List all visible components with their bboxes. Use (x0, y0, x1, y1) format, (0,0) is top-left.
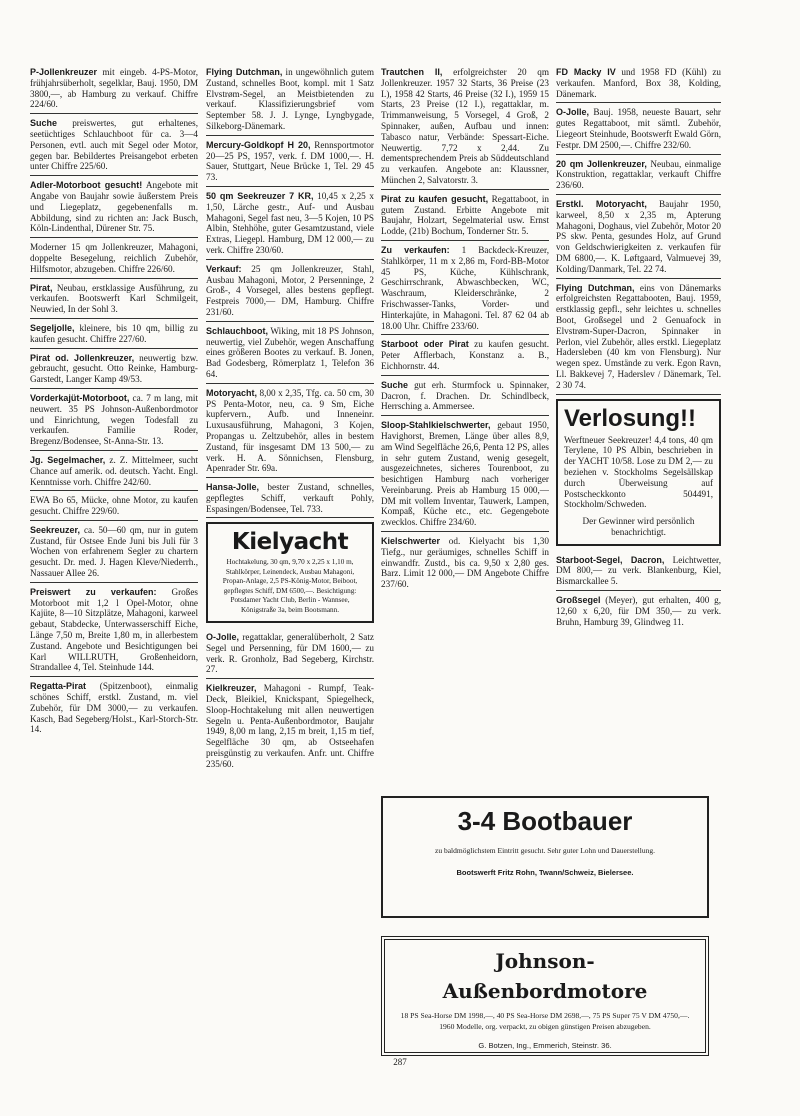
classified-ad (206, 631, 374, 679)
ad-body: eins von Dänemarks erfolgreichsten Regattabooten, Bauj. 1959, erstklassig gepfl., sehr leichtes u. schnelles Boot, Großsegel und 2 Genuafock in Elvstrøm-Super-Dacron, Spinnaker in Perlon, viel Zubehör, alles erstkl. Liegeplatz Hadersleben (40 km von Flensburg). Nur wegen spez. Umstände zu verk. Egon Ravn, Ll. Bakkevej 7, Haderslev / Dänemark, Tel. 2 30 74. (556, 282, 721, 390)
ad-headline: Starboot oder Pirat (381, 339, 469, 350)
ad-body: erfolgreichster 20 qm Jollenkreuzer. 1957 32 Starts, 36 Preise (23 I.), 1958 42 Starts, 46 Preise (32 I.), 1959 15 Starts, 23 Preise (12 I.), regattaklar, m. Trimmanweisung, 5 Vorsegel, 4 Groß, 2 Spinnaker, außen, Aufbau und innen: Tabasco natur, Verbände: Spessart-Eiche. Neuwertig. 7,72 x 2,44. Zu dementsprechendem Preis ab Süddeutschland zu verkaufen. Angebote an: Klaussner, München 2, Salvatorstr. 3. (381, 67, 549, 185)
ad-headline: Suche (30, 118, 58, 129)
classified-ad (30, 282, 198, 319)
ad-body: EWA Bo 65, Mücke, ohne Motor, zu kaufen gesucht. Chiffre 229/60. (30, 495, 198, 517)
ad-body: ca. 7 m lang, mit neuwert. 35 PS Johnson-Außenbordmotor und Einrichtung, wegen Todesfall zu verkaufen. Familie Roder, Bregenz/Bodensee, St-Anna-Str. 13. (30, 392, 198, 447)
column-4 (556, 66, 721, 633)
ad-verlosung (556, 399, 721, 546)
bootbauer-text: zu baldmöglichstem Eintritt gesucht. Sehr guter Lohn und Dauerstellung. (435, 846, 655, 855)
ad-body: zu kaufen gesucht. Peter Afflerbach, Konstanz a. B., Eichhornstr. 44. (381, 339, 550, 371)
classified-ad (206, 481, 374, 518)
page-number: 287 (393, 1057, 407, 1067)
ad-headline: FD Macky IV (556, 67, 616, 77)
classified-ad (556, 106, 721, 154)
ad-headline: Schlauchboot, (206, 325, 269, 336)
ad-body: od. Kielyacht bis 1,30 Tiefg., nur geräumiges, schnelles Schiff in einwandfr. Zustd., bis ca. 9,50 x 2,80 ges. Barz. Limit 12 000,— DM Angebote Chiffre 237/60. (381, 536, 549, 590)
column-1 (30, 66, 198, 741)
classified-ad (206, 139, 374, 187)
ad-body: Rennsportmotor 20—25 PS, 1957, verk. f. DM 1000,—. H. Sauer, Stuttgart, Neue Brücke 1, Tel. 29 45 73. (206, 139, 374, 183)
ad-body: gebaut 1950, Havighorst, Bremen, Länge über alles 8,9, am Wind Segelfläche 26,6, Penta 12 PS, alles in sehr gutem Zustand, wenig gesegelt, ausgezeichnetes, sicheres Tourenboot, zu besichtigen Hamburg nach vorheriger Vereinbarung. Preis ab Hamburg 15 000,— DM mit vollem Inventar, Tauwerk, Lampen, Kompaß, Küche etc., etc. Gegengebote zwecklos. Chiffre 234/60. (381, 420, 549, 528)
classified-ad (556, 66, 721, 103)
johnson-contact: G. Botzen, Ing., Emmerich, Steinstr. 36. (478, 1041, 612, 1050)
ad-body: Bauj. 1958, neueste Bauart, sehr gutes Regattaboot, mit sämtl. Zubehör, Liegeort Steinhude, Bootswerft Ewald Görn, Festpr. DM 2500,—. Chiffre 232/60. (556, 107, 721, 150)
ad-headline: Starboot-Segel, Dacron, (556, 554, 665, 565)
classified-ad (381, 338, 549, 375)
ad-headline: Kielschwerter (381, 536, 441, 547)
ad-headline: Kielkreuzer, (206, 683, 257, 694)
ad-headline: Vorderkajüt-Motorboot, (30, 392, 130, 403)
classified-ad (30, 179, 198, 238)
classified-ad (30, 241, 198, 278)
ad-headline: Verkauf: (206, 263, 242, 274)
ad-headline: Jg. Segelmacher, (30, 454, 106, 465)
ad-headline: Preiswert zu verkaufen: (30, 586, 157, 597)
classified-ad (30, 586, 198, 677)
ad-headline: Regatta-Pirat (30, 681, 87, 692)
ad-body: mit eingeb. 4-PS-Motor, frühjahrsüberholt, segelklar, Bauj. 1950, DM 3800,—, ab Hamburg zu verkauf. Chiffre 224/60. (30, 67, 198, 110)
ad-headline: Zu verkaufen: (381, 244, 450, 255)
ad-body: preiswertes, gut erhaltenes, seetüchtiges Schlauchboot für ca. 3—4 Personen, evtl. auch mit Segel oder Motor, gegen bar. Bebildertes Preisangebot erbeten unter Chiffre 225/60. (30, 118, 198, 172)
ad-headline: Sloop-Stahlkielschwerter, (381, 420, 491, 431)
ad-headline: Seekreuzer, (30, 524, 81, 535)
column-2 (206, 66, 374, 775)
box-ad-text: Werftneuer Seekreuzer! 4,4 tons, 40 qm Terylene, 10 PS Albin, beschrieben in der YACHT 10/58. Lose zu DM 2,— zu beziehen v. Stockholms Segelsällskap durch Überweisung auf Postscheckkonto 504491, Stockholm/Schweden. (564, 434, 713, 510)
ad-headline: Pirat, (30, 282, 53, 293)
ad-headline: Suche (381, 379, 409, 390)
classified-ad (381, 535, 549, 593)
classified-ad (206, 263, 374, 322)
classified-ad (30, 494, 198, 521)
ad-body: gut erh. Sturmfock u. Spinnaker, Dacron, f. Drachen. Dr. Schindlbeck, Herrsching a. Ammersee. (381, 379, 549, 412)
ad-body: Wiking, mit 18 PS Johnson, neuwertig, viel Zubehör, wegen Anschaffung eines größeren Bootes zu verkauf. B. Jonen, Bad Godesberg, Römerplatz 1, Telefon 36 64. (206, 325, 374, 379)
classified-ad (206, 682, 374, 772)
column-3 (381, 66, 549, 596)
classified-ad (556, 554, 721, 591)
ad-body: kleinere, bis 10 qm, billig zu kaufen gesucht. Chiffre 227/60. (30, 322, 198, 344)
johnson-text: 18 PS Sea-Horse DM 1998,—, 40 PS Sea-Horse DM 2698,—, 75 PS Super 75 V DM 4750,—. 1960 Modelle, org. verpackt, zu obigen günstigen Preisen abzugeben. (400, 1011, 690, 1031)
ad-body: Moderner 15 qm Jollenkreuzer, Mahagoni, doppelte Besegelung, reichlich Zubehör, Hilfsmotor, abzugeben. Chiffre 226/60. (30, 242, 198, 274)
ad-kielyacht (206, 522, 374, 622)
ad-body: Mahagoni - Rumpf, Teak-Deck, Bleikiel, Knickspant, Spiegelheck, Sloop-Hochtakelung mit allen neuwertigen Segeln u. Penta-Außenbordmotor, Baujahr 1949, 8,00 m lang, 2,15 m breit, 1,15 m tief, Segelfläche 30 qm, ab Ostseehafen preisgünstig zu verkaufen. Anfr. unt. Chiffre 235/60. (206, 683, 374, 769)
classified-ad (206, 325, 374, 384)
ad-body: 8,00 x 2,35, Tfg. ca. 50 cm, 30 PS Penta-Motor, neu, ca. 9 Sm, Eiche kupfervern., Aufb. und Inneneinr. Luxusausführung, Mahagoni, 3 Kojen, Propangas u. Zeltzubehör, alles in bestem Zustand, für insgesamt DM 13 500,— zu verk. H. A. Sönnichsen, Flensburg, Apenrader Str. 69a. (206, 387, 374, 474)
classified-ad (556, 198, 721, 279)
ad-headline: Flying Dutchman, (206, 67, 283, 77)
ad-headline: Flying Dutchman, (556, 282, 635, 293)
classified-ad (556, 282, 721, 395)
classified-ad (30, 322, 198, 349)
classified-ad (30, 680, 198, 738)
ad-body: Neubau, einmalige Konstruktion, regattaklar, verkauft Chiffre 236/60. (556, 158, 721, 191)
ad-body: 25 qm Jollenkreuzer, Stahl, Ausbau Mahagoni, Motor, 2 Persenninge, 2 Groß-, 4 Vorsegel, alles bestens gepflegt. Festpreis 7000,— DM, Hamburg. Chiffre 231/60. (206, 263, 374, 317)
classified-ad (206, 387, 374, 478)
classified-ad (30, 454, 198, 491)
ad-headline: Hansa-Jolle, (206, 482, 260, 493)
ad-headline: 20 qm Jollenkreuzer, (556, 158, 647, 169)
ad-johnson (381, 936, 709, 1056)
ad-body: Großes Motorboot mit 1,2 l Opel-Motor, ohne Kajüte, 8—10 Sitzplätze, Mahagoni, karweel gebaut, Stabdecke, Unterwasserschiff Eiche, Länge 7,50 m, Breite 1,80 m, in allerbestem Zustand. Angebote und Besichtigungen bei Karl WILLRUTH, Großenheidorn, Strandallee 4, Tel. Steinhude 144. (30, 586, 198, 673)
ad-headline: O-Jolle, (556, 107, 590, 118)
ad-body: (Spitzenboot), einmalig schönes Schiff, erstkl. Zustand, m. viel Zubehör, für DM 3000,— zu verkaufen. Kasch, Bad Segeberg/Holst., Karl-Storch-Str. 14. (30, 681, 198, 735)
ad-headline: Pirat od. Jollenkreuzer, (30, 352, 135, 363)
ad-body: 1 Backdeck-Kreuzer, Stahlkörper, 11 m x 2,86 m, Ford-BB-Motor 45 PS, Küche, Kühlschrank, Geschirrschrank, Abwaschbecken, WC, Waschraum, Kleiderschränke, 2 Frischwasser-Tanks, Vorder- und Hinterkajüte, in Mahagoni. Tel. 87 62 04 ab 18.00 Uhr. Chiffre 233/60. (381, 244, 549, 331)
classified-ad (381, 379, 549, 416)
ad-headline: O-Jolle, (206, 631, 240, 642)
classified-ad (206, 190, 374, 260)
ad-body: bester Zustand, schnelles, gepflegtes Schiff, verkauft Pohly, Espasingen/Bodensee, Tel. 733. (206, 482, 374, 514)
ad-body: Leichtwetter, DM 800,— zu verk. Blankenburg, Kiel, Bismarckallee 5. (556, 554, 721, 587)
classified-ad (30, 392, 198, 451)
ad-headline: Motoryacht, (206, 387, 258, 398)
classified-ad (381, 193, 549, 241)
ad-headline: Erstkl. Motoryacht, (556, 198, 647, 209)
ad-headline: 50 qm Seekreuzer 7 KR, (206, 190, 314, 201)
classified-ad (30, 117, 198, 176)
classified-ad (556, 594, 721, 630)
box-ad-note: Der Gewinner wird persönlich benachrichtigt. (582, 516, 695, 537)
ad-bootbauer (381, 796, 709, 918)
ad-headline: Segeljolle, (30, 322, 75, 333)
ad-body: ca. 50—60 qm, nur in gutem Zustand, für Ostsee Ende Juni bis Juli für 3 Wochen von erfahrenem Segler zu chartern gesucht. Dr. med. J. Hagen Kleve/Niederrh., Nassauer Allee 26. (30, 524, 198, 579)
ad-headline: P-Jollenkreuzer (30, 67, 98, 77)
johnson-title: Johnson-Außenbordmotore (442, 949, 648, 1003)
ad-headline: Adler-Motorboot gesucht! (30, 180, 143, 191)
classified-ad (30, 524, 198, 583)
ad-headline: Pirat zu kaufen gesucht, (381, 193, 489, 204)
ad-body: (Meyer), gut erhalten, 400 g, 12,60 x 6,20, für DM 350,— zu verk. Bruhn, Hamburg 39, Glindweg 11. (556, 595, 721, 627)
ad-body: Regattaboot, in gutem Zustand. Erbitte Angebote mit Baujahr, Holzart, Segelmaterial usw. Ernst Lodde, (21b) Bochum, Tonderner Str. 5. (381, 193, 550, 237)
classified-ad (30, 352, 198, 389)
ad-headline: Mercury-Goldkopf H 20, (206, 139, 311, 150)
classified-ad (556, 158, 721, 195)
ad-headline: Trautchen II, (381, 67, 443, 77)
ad-body: und 1958 FD (Kühl) zu verkaufen. Manford, Box 38, Kolding, Dänemark. (556, 67, 721, 99)
bootbauer-contact: Bootswerft Fritz Rohn, Twann/Schweiz, Bielersee. (456, 868, 634, 877)
classified-ad (381, 244, 549, 335)
classified-ad (381, 419, 549, 532)
ad-body: in ungewöhnlich gutem Zustand, schnelles Boot, kompl. mit 1 Satz Elvstrøm-Segel, an Meistbietenden zu verkauf. Klassifizierungsbrief vom September 58. J. J. Lynge, Lyngbygade, Silkeborg-Dänemark. (206, 67, 374, 131)
ad-body: 10,45 x 2,25 x 1,50, Lärche gestr., Auf- und Ausbau Mahagoni, Segel fast neu, 3—5 Kojen, 10 PS Albin, Stehhöhe, guter Gesamtzustand, viele Extras, Liegepl. Hamburg, DM 12 000,— zu verk. Chiffre 230/60. (206, 190, 374, 255)
ad-headline: Großsegel (556, 595, 601, 606)
ad-body: z. Z. Mittelmeer, sucht Chance auf amerik. od. deutsch. Yacht. Engl. Kenntnisse vorh. Chiffre 242/60. (30, 454, 198, 487)
ad-body: regattaklar, generalüberholt, 2 Satz Segel und Persenning, für DM 1600,— zu verk. R. Gronholz, Bad Segeberg, Kirchstr. 27. (206, 631, 374, 675)
box-ad-title: Verlosung!! (564, 404, 697, 432)
bootbauer-title: 3-4 Bootbauer (457, 806, 633, 836)
classified-ad (381, 66, 549, 190)
box-ad-text: Hochtakelung, 30 qm, 9,70 x 2,25 x 1,10 m, Stahlkörper, Leinendeck, Ausbau Mahagoni, Propan-Anlage, 2,5 PS-König-Motor, Beiboot, gepflegtes Schiff, DM 6500,—. Besichtigung: Potsdamer Yacht Club, Berlin - Wannsee, Königstraße 3a, beim Bootsmann. (222, 558, 358, 614)
ad-body: Angebote mit Angabe von Baujahr sowie äußerstem Preis und Liegeplatz, gegebenenfalls m. Abbildung, sind zu richten an: Jack Busch, Köln-Lindenthal, Dürener Str. 75. (30, 180, 198, 234)
classified-ad (30, 66, 198, 114)
ad-body: Neubau, erstklassige Ausführung, zu verkaufen. Bootswerft Karl Schmilgeit, Neuwied, In der Sohl 3. (30, 282, 198, 315)
box-ad-title: Kielyacht (231, 529, 349, 556)
ad-body: Baujahr 1950, karweel, 8,50 x 2,35 m, Apterung Mahagoni, Doghaus, viel Zubehör, Motor 20 PS skw. Penta, gesundes Holz, auf Grund von Geldschwierigkeiten z. verkaufen für DM 6800,—. K. Løftgaard, Valmuevej 39, Kolding/Danmark, Tel. 22 74. (556, 198, 721, 274)
classified-ad (206, 66, 374, 136)
ad-body: neuwertig bzw. gebraucht, gesucht. Otto Reinke, Hamburg-Garstedt, Langer Kamp 49/53. (30, 352, 198, 385)
